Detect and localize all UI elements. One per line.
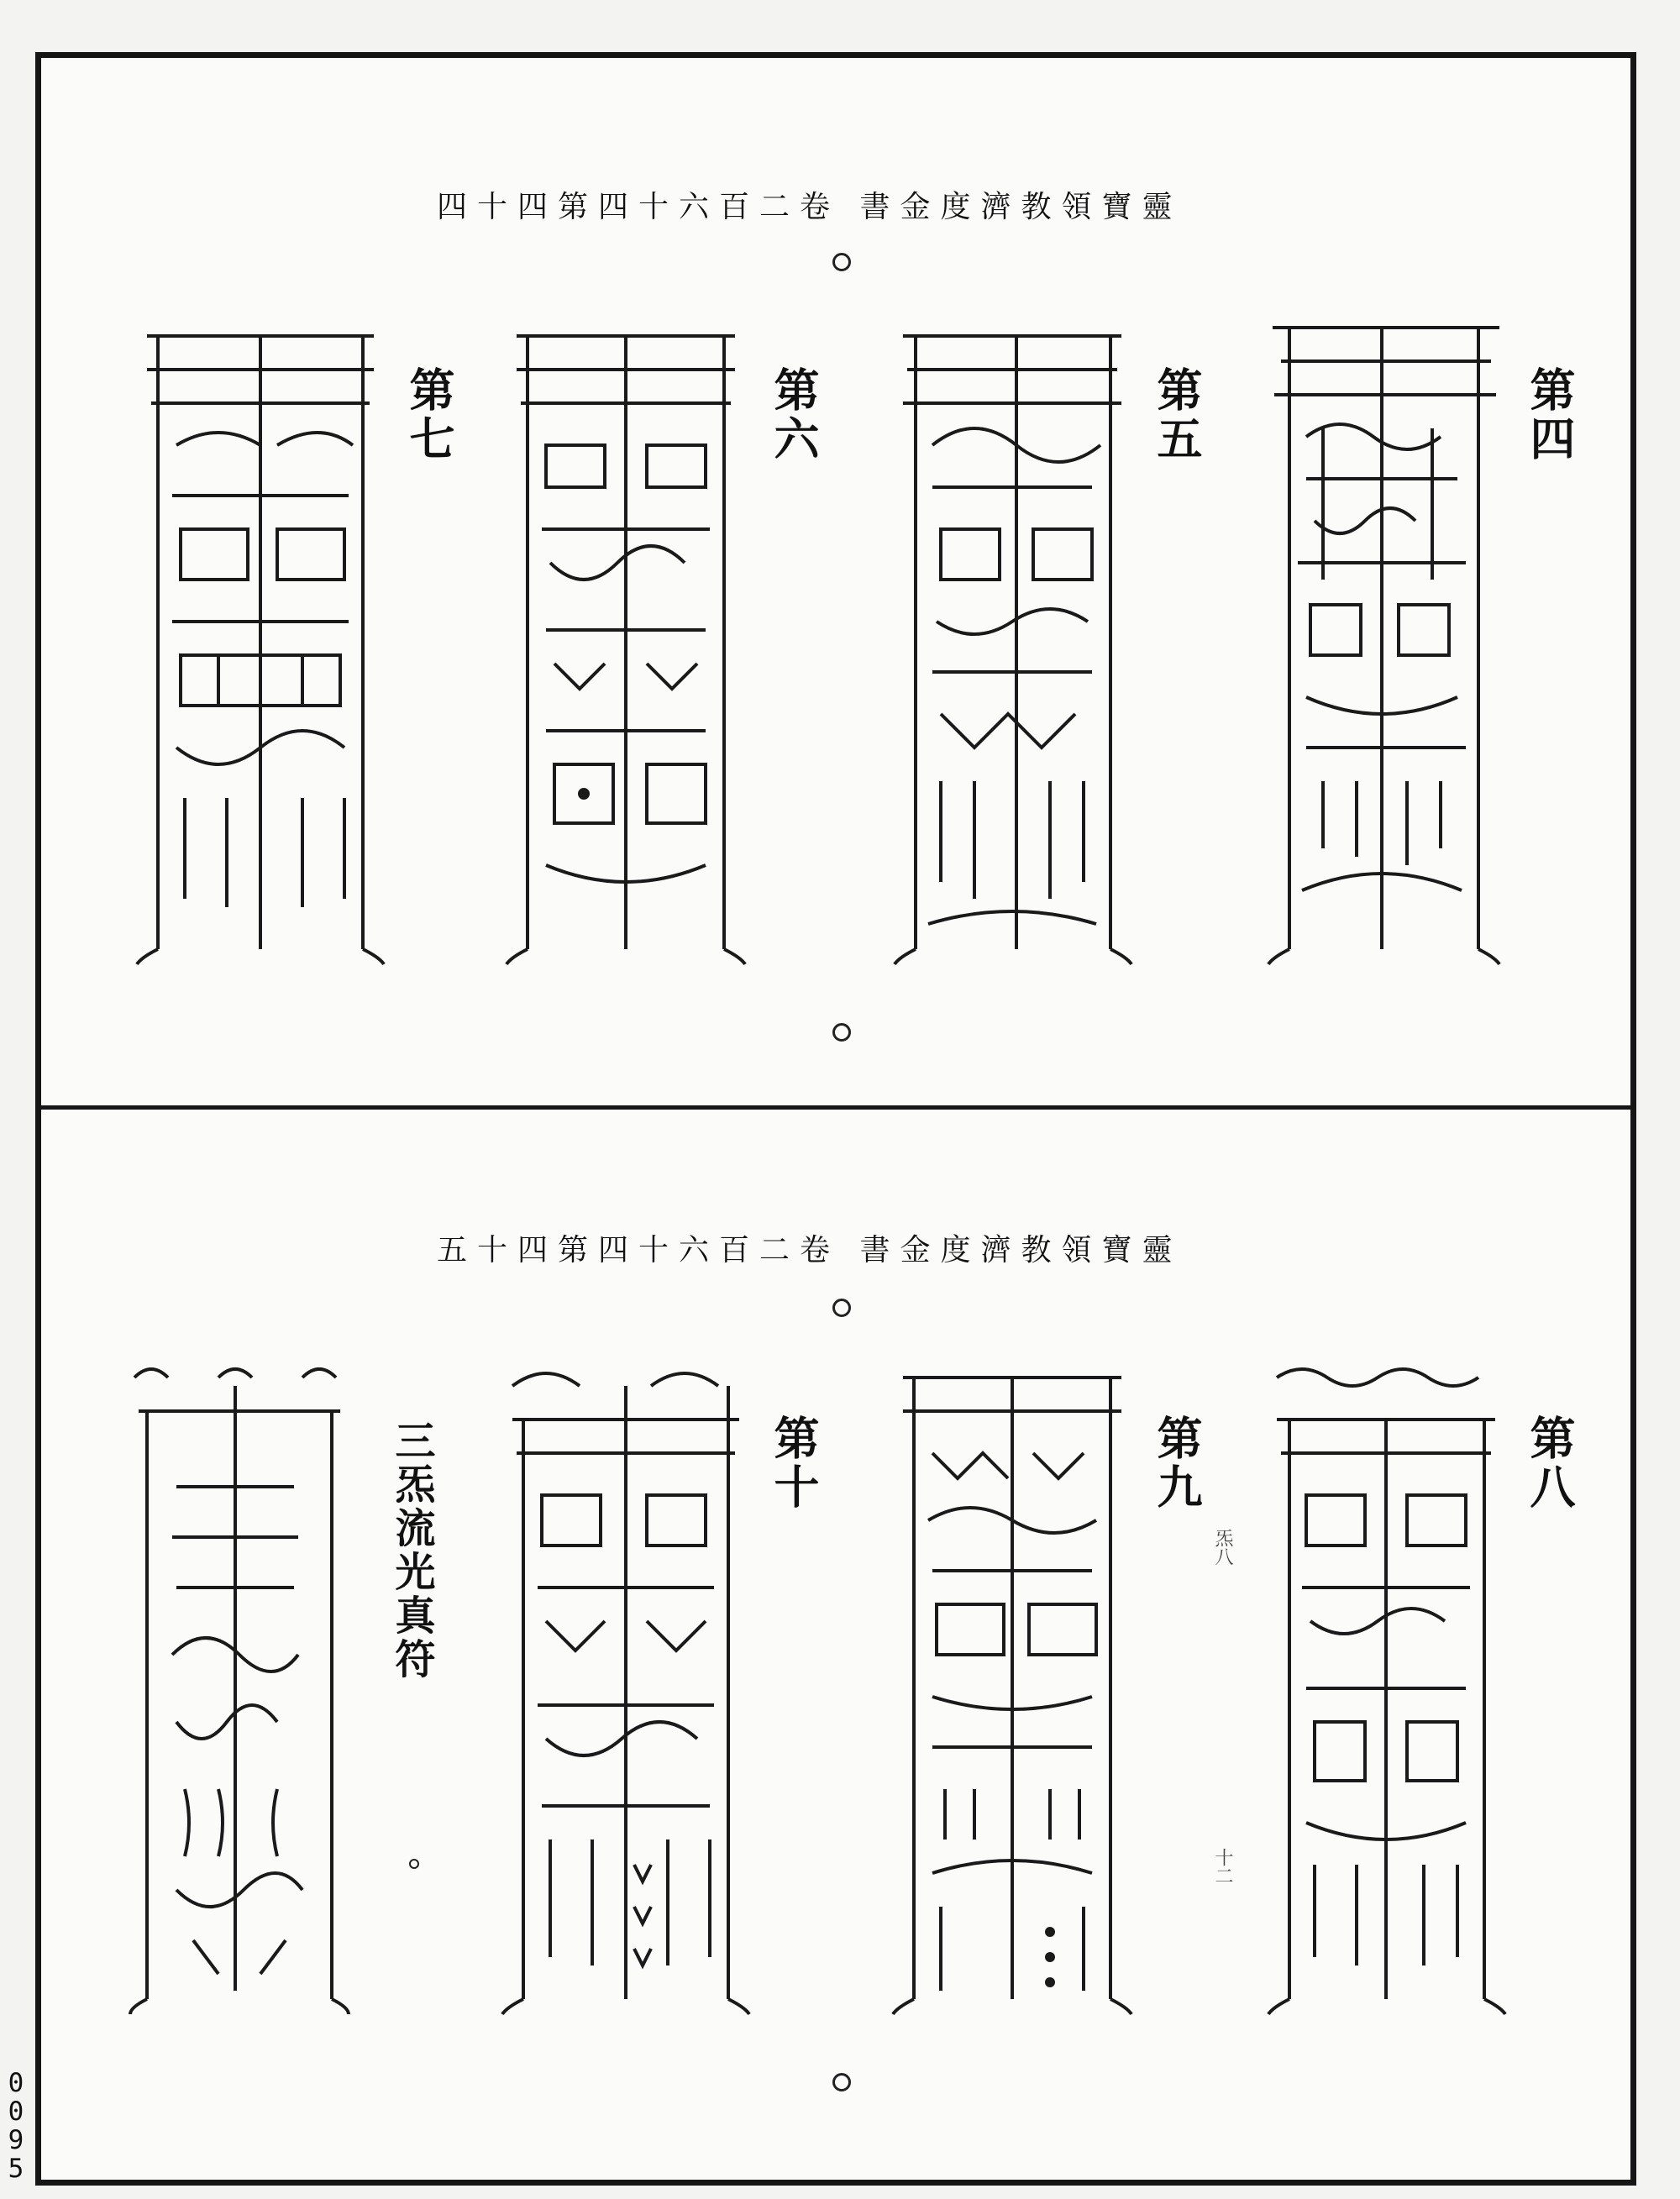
talisman-label-4: 第四 bbox=[1523, 366, 1577, 464]
seal-talisman-10 bbox=[500, 1352, 752, 2016]
seal-talisman-8 bbox=[1264, 1352, 1508, 2016]
seal-talisman-three-qi bbox=[126, 1352, 353, 2016]
seal-talisman-7 bbox=[134, 311, 386, 966]
margin-note: 炁八 bbox=[1212, 1529, 1233, 1566]
binding-ring bbox=[832, 1023, 851, 1042]
seal-talisman-5 bbox=[890, 311, 1134, 966]
running-title-upper: 靈寶領教濟度金書 卷二百六十四第四十四 bbox=[437, 190, 1183, 224]
seal-talisman-9 bbox=[890, 1352, 1134, 2016]
talisman-caption: 三炁流光真符 bbox=[388, 1420, 435, 1682]
end-mark bbox=[409, 1859, 419, 1869]
seal-talisman-4 bbox=[1264, 311, 1508, 966]
talisman-label-8: 第八 bbox=[1523, 1414, 1577, 1512]
binding-ring bbox=[832, 1299, 851, 1317]
talisman-label-7: 第七 bbox=[402, 366, 456, 464]
talisman-label-5: 第五 bbox=[1150, 366, 1204, 464]
talisman-label-10: 第十 bbox=[767, 1414, 821, 1512]
talisman-label-9: 第九 bbox=[1150, 1414, 1204, 1512]
seal-talisman-6 bbox=[504, 311, 748, 966]
binding-ring bbox=[832, 253, 851, 271]
talisman-label-6: 第六 bbox=[767, 366, 821, 464]
page-number: 0 0 9 5 bbox=[8, 2068, 24, 2184]
panel-divider bbox=[35, 1105, 1636, 1110]
binding-ring bbox=[832, 2073, 851, 2091]
running-title-lower: 靈寶領教濟度金書 卷二百六十四第四十五 bbox=[437, 1233, 1183, 1267]
margin-number: 十二 bbox=[1212, 1848, 1233, 1885]
